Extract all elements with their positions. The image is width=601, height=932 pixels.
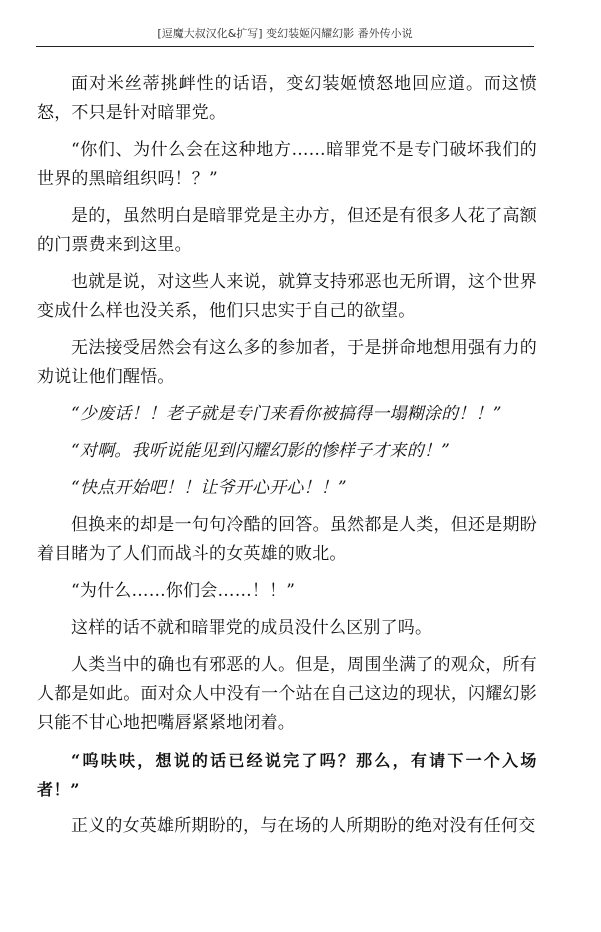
paragraph-4: 无法接受居然会有这么多的参加者，于是拼命地想用强有力的劝说让他们醒悟。 <box>37 338 537 387</box>
audience-dialogue-2: “对啊。我听说能见到闪耀幻影的惨样子才来的！” <box>71 441 450 461</box>
dialogue-1: “你们、为什么会在这种地方……暗罪党不是专门破坏我们的世界的黑暗组织吗！？” <box>37 140 537 189</box>
paragraph-6: 这样的话不就和暗罪党的成员没什么区别了吗。 <box>71 618 433 638</box>
dialogue-2: “为什么……你们会……！！” <box>71 581 296 601</box>
page-header: [逗魔大叔汉化&扩写] 变幻装姬闪耀幻影 番外传小说 <box>36 26 534 47</box>
paragraph-1: 面对米丝蒂挑衅性的话语，变幻装姬愤怒地回应道。而这愤怒，不只是针对暗罪党。 <box>37 74 537 123</box>
document-body <box>37 70 537 849</box>
paragraph-2: 是的，虽然明白是暗罪党是主办方，但还是有很多人花了高额的门票费来到这里。 <box>37 206 537 255</box>
audience-dialogue-3: “快点开始吧！！让爷开心开心！！” <box>71 478 347 498</box>
host-dialogue: “呜呋呋，想说的话已经说完了吗？那么，有请下一个入场者！” <box>37 751 537 799</box>
paragraph-3: 也就是说，对这些人来说，就算支持邪恶也无所谓，这个世界变成什么样也没关系，他们只忠实于自己的欲望。 <box>37 272 537 321</box>
paragraph-7: 人类当中的确也有邪恶的人。但是，周围坐满了的观众，所有人都是如此。面对众人中没有一个站在自己这边的现状，闪耀幻影只能不甘心地把嘴唇紧紧地闭着。 <box>37 655 537 733</box>
paragraph-8: 正义的女英雄所期盼的，与在场的人所期盼的绝对没有任何交 <box>71 816 536 836</box>
paragraph-5: 但换来的却是一句句冷酷的回答。虽然都是人类，但还是期盼着目睹为了人们而战斗的女英雄的败北。 <box>37 515 537 564</box>
audience-dialogue-1: “少废话！！老子就是专门来看你被搞得一塌糊涂的！！” <box>71 404 502 424</box>
